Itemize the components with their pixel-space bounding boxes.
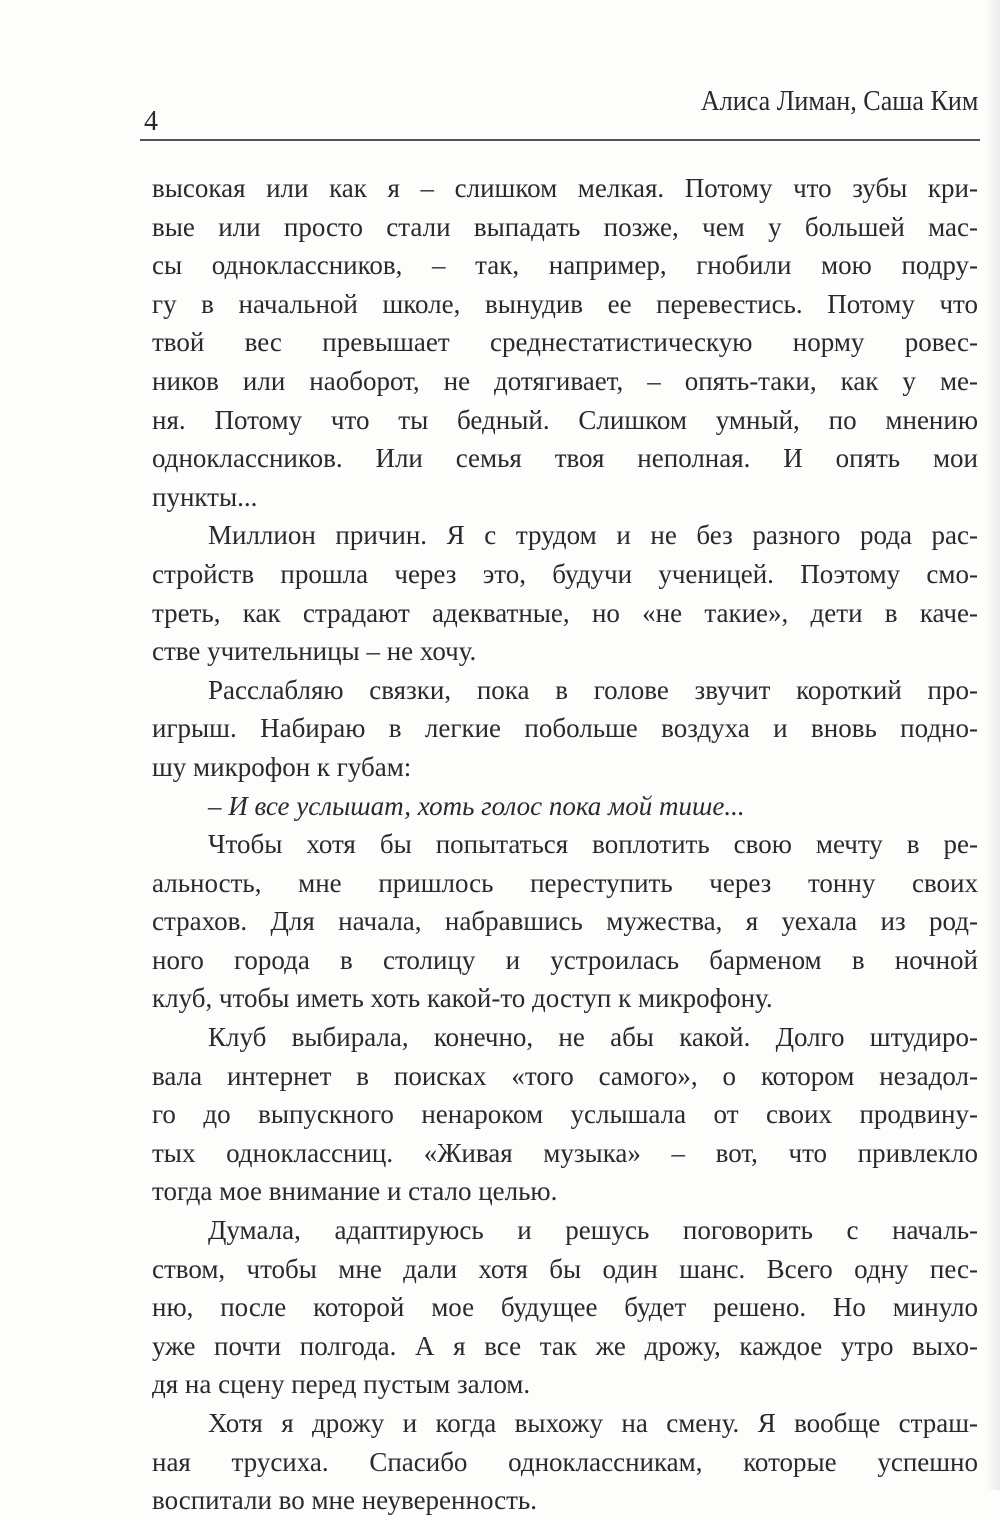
paragraph <box>152 1018 978 1211</box>
text-line: шу микрофон к губам: <box>152 751 412 782</box>
text-line: Миллион причин. Я с трудом и не без разного рода рас- <box>208 520 978 551</box>
text-line: Клуб выбирала, конечно, не абы какой. Долго штудиро- <box>208 1022 978 1053</box>
text-line: игрыш. Набираю в легкие побольше воздуха и вновь подно- <box>152 713 978 744</box>
page-edge-shadow <box>986 0 1000 1490</box>
header-rule <box>140 139 980 141</box>
paragraph <box>152 169 978 516</box>
text-line: треть, как страдают адекватные, но «не такие», дети в каче- <box>152 597 978 628</box>
text-line: альность, мне пришлось переступить через тонну своих <box>152 867 978 898</box>
text-line: тых одноклассниц. «Живая музыка» – вот, что привлекло <box>152 1137 978 1168</box>
text-line: высокая или как я – слишком мелкая. Потому что зубы кри- <box>152 173 978 203</box>
text-line: – И все услышат, хоть голос пока мой тише... <box>208 790 745 821</box>
text-line: сы одноклассников, – так, например, гнобили мою подру- <box>152 250 978 281</box>
paragraph <box>152 825 978 1018</box>
text-line: ников или наоборот, не дотягивает, – опять-таки, как у ме- <box>152 365 978 396</box>
text-line: стве учительницы – не хочу. <box>152 636 477 667</box>
text-line: вала интернет в поисках «того самого», о котором незадол- <box>152 1060 978 1091</box>
text-line: твой вес превышает среднестатистическую норму ровес- <box>152 327 978 358</box>
text-line: Хотя я дрожу и когда выхожу на смену. Я вообще страш- <box>208 1408 978 1438</box>
text-line: дя на сцену перед пустым залом. <box>152 1369 531 1400</box>
text-line: клуб, чтобы иметь хоть какой-то доступ к микрофону. <box>152 983 773 1014</box>
text-line: уже почти полгода. А я все так же дрожу, каждое утро выхо- <box>152 1330 978 1361</box>
text-line: вые или просто стали выпадать позже, чем у большей мас- <box>152 211 978 242</box>
text-line: воспитали во мне неуверенность. <box>152 1485 537 1516</box>
running-head-authors: Алиса Лиман, Саша Ким <box>700 85 978 117</box>
text-line: ня. Потому что ты бедный. Слишком умный, по мнению <box>152 404 978 435</box>
paragraph <box>152 1404 978 1520</box>
body-text <box>152 169 978 1520</box>
text-line: ная трусиха. Спасибо одноклассникам, которые успешно <box>152 1446 978 1477</box>
text-line: Расслабляю связки, пока в голове звучит короткий про- <box>208 674 978 705</box>
quoted-lyric-paragraph <box>152 787 978 826</box>
text-line: страхов. Для начала, набравшись мужества, я уехала из род- <box>152 906 978 937</box>
text-line: гу в начальной школе, вынудив ее перевестись. Потому что <box>152 288 978 319</box>
text-line: пункты... <box>152 481 258 512</box>
text-line: Думала, адаптируюсь и решусь поговорить с началь- <box>208 1215 978 1246</box>
text-line: одноклассников. Или семья твоя неполная. И опять мои <box>152 443 978 474</box>
text-line: ного города в столицу и устроилась барменом в ночной <box>152 944 978 975</box>
text-line: го до выпускного ненароком услышала от своих продвину- <box>152 1099 978 1130</box>
text-line: ством, чтобы мне дали хотя бы один шанс. Всего одну пес- <box>152 1253 978 1284</box>
text-line: стройств прошла через это, будучи ученицей. Поэтому смо- <box>152 558 978 589</box>
page-number: 4 <box>144 106 158 137</box>
text-line: тогда мое внимание и стало целью. <box>152 1176 558 1207</box>
text-line: Чтобы хотя бы попытаться воплотить свою мечту в ре- <box>208 829 978 860</box>
paragraph <box>152 671 978 787</box>
paragraph <box>152 1211 978 1404</box>
text-line: ню, после которой мое будущее будет решено. Но минуло <box>152 1292 978 1323</box>
paragraph <box>152 516 978 670</box>
